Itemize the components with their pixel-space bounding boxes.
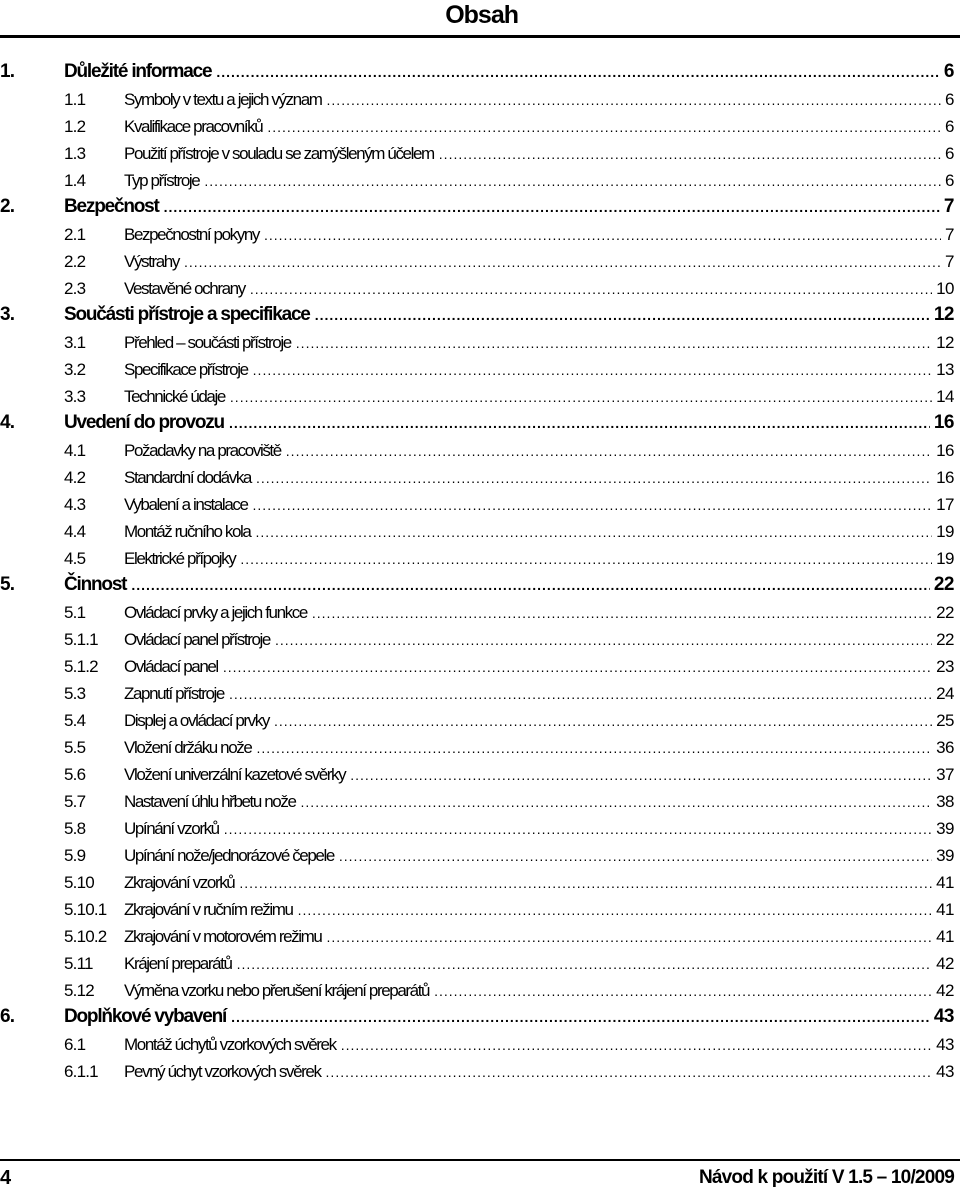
- toc-dot-leader: [229, 416, 930, 430]
- toc-entry: [124, 279, 954, 299]
- toc-entry: [124, 711, 954, 731]
- toc-entry-number: 2.2: [64, 252, 86, 271]
- toc-entry: [64, 61, 954, 83]
- toc-dot-leader: [339, 849, 932, 863]
- toc-entry-number: 5.7: [64, 792, 86, 811]
- toc-entry-title: Vybalení a instalace: [124, 495, 248, 514]
- page-title: Obsah: [445, 1, 518, 29]
- toc-dot-leader: [223, 660, 932, 674]
- toc-entry: [124, 792, 954, 812]
- toc-section-link[interactable]: [0, 140, 960, 167]
- toc-dot-leader: [231, 1010, 930, 1024]
- footer-page-number: 4: [0, 1167, 11, 1189]
- toc-entry-page: 14: [936, 387, 954, 406]
- toc-dot-leader: [240, 552, 932, 566]
- toc-entry-page: 6: [943, 61, 954, 82]
- toc-section-link[interactable]: [0, 329, 960, 356]
- toc-entry-number: 5.6: [64, 765, 86, 784]
- toc-dot-leader: [253, 498, 933, 512]
- toc-entry-title: Výměna vzorku nebo přerušení krájení preparátů: [124, 981, 430, 1000]
- toc-entry-page: 16: [933, 412, 954, 433]
- toc-chapter-link[interactable]: [0, 59, 960, 86]
- toc-entry: [124, 441, 954, 461]
- toc-entry-page: 7: [945, 225, 954, 244]
- toc-entry: [124, 819, 954, 839]
- toc-entry: [124, 954, 954, 974]
- toc-entry: [124, 333, 954, 353]
- toc-entry-page: 43: [933, 1006, 954, 1027]
- toc-dot-leader: [224, 822, 932, 836]
- toc-entry-page: 12: [933, 304, 954, 325]
- toc-section-link[interactable]: [0, 545, 960, 572]
- toc-entry-title: Ovládací panel přístroje: [124, 630, 270, 649]
- toc-entry-title: Zkrajování v motorovém režimu: [124, 927, 322, 946]
- toc-dot-leader: [326, 930, 932, 944]
- toc-entry-number: 5.9: [64, 846, 86, 865]
- toc-entry-title: Požadavky na pracoviště: [124, 441, 281, 460]
- toc-entry: [124, 765, 954, 785]
- toc-section-link[interactable]: [0, 680, 960, 707]
- toc-entry-title: Přehled – součásti přístroje: [124, 333, 291, 352]
- toc-dot-leader: [267, 120, 941, 134]
- toc-section-link[interactable]: [0, 653, 960, 680]
- toc-section-link[interactable]: [0, 923, 960, 950]
- toc-entry: [124, 360, 954, 380]
- page-header: [0, 0, 960, 44]
- toc-section-link[interactable]: [0, 1031, 960, 1058]
- toc-entry-title: Specifikace přístroje: [124, 360, 248, 379]
- toc-section-link[interactable]: [0, 788, 960, 815]
- toc-entry-title: Zapnutí přístroje: [124, 684, 224, 703]
- toc-entry-title: Montáž ručního kola: [124, 522, 251, 541]
- toc-entry-number: 5.1.1: [64, 630, 98, 649]
- toc-entry-page: 6: [945, 171, 954, 190]
- toc-entry: [124, 387, 954, 407]
- toc-entry-number: 1.: [0, 61, 15, 82]
- toc-entry-page: 6: [945, 117, 954, 136]
- footer-document-version: Návod k použití V 1.5 – 10/2009: [698, 1167, 954, 1188]
- toc-section-link[interactable]: [0, 761, 960, 788]
- toc-entry: [64, 304, 954, 326]
- toc-dot-leader: [274, 714, 932, 728]
- table-of-contents: [0, 59, 960, 1085]
- toc-section-link[interactable]: [0, 86, 960, 113]
- toc-entry: [64, 574, 954, 596]
- toc-dot-leader: [253, 363, 932, 377]
- header-divider: [0, 35, 960, 38]
- toc-entry: [124, 549, 954, 569]
- toc-entry-page: 13: [936, 360, 954, 379]
- toc-entry-page: 22: [936, 630, 954, 649]
- toc-entry-number: 3.1: [64, 333, 86, 352]
- toc-entry-title: Vestavěné ochrany: [124, 279, 245, 298]
- toc-entry: [124, 1062, 954, 1082]
- toc-entry: [124, 1035, 954, 1055]
- toc-dot-leader: [301, 795, 933, 809]
- toc-entry-page: 41: [936, 900, 954, 919]
- toc-entry: [124, 846, 954, 866]
- toc-dot-leader: [296, 336, 932, 350]
- toc-section-link[interactable]: [0, 464, 960, 491]
- toc-section-link[interactable]: [0, 815, 960, 842]
- toc-entry: [124, 468, 954, 488]
- toc-entry-page: 25: [936, 711, 954, 730]
- toc-dot-leader: [286, 444, 932, 458]
- toc-entry-number: 4.4: [64, 522, 86, 541]
- toc-entry: [64, 196, 954, 218]
- toc-section-link[interactable]: [0, 518, 960, 545]
- toc-entry: [124, 603, 954, 623]
- toc-entry-number: 1.1: [64, 90, 86, 109]
- toc-entry: [64, 412, 954, 434]
- toc-entry-page: 24: [936, 684, 954, 703]
- toc-entry-page: 16: [936, 441, 954, 460]
- toc-entry-title: Kvalifikace pracovníků: [124, 117, 263, 136]
- toc-section-link[interactable]: [0, 896, 960, 923]
- toc-entry-number: 3.2: [64, 360, 86, 379]
- toc-entry-number: 2.1: [64, 225, 86, 244]
- toc-entry-page: 16: [936, 468, 954, 487]
- toc-entry-page: 10: [936, 279, 954, 298]
- toc-entry-page: 42: [936, 954, 954, 973]
- toc-entry-number: 4.2: [64, 468, 86, 487]
- toc-dot-leader: [341, 1038, 932, 1052]
- toc-entry-title: Zkrajování vzorků: [124, 873, 235, 892]
- toc-dot-leader: [326, 1065, 933, 1079]
- toc-dot-leader: [264, 228, 941, 242]
- toc-entry-page: 7: [945, 252, 954, 271]
- toc-dot-leader: [216, 65, 940, 79]
- toc-dot-leader: [275, 633, 932, 647]
- toc-dot-leader: [350, 768, 932, 782]
- toc-section-link[interactable]: [0, 491, 960, 518]
- toc-entry: [124, 738, 954, 758]
- toc-entry-title: Krájení preparátů: [124, 954, 232, 973]
- toc-entry-page: 39: [936, 819, 954, 838]
- toc-entry-page: 38: [936, 792, 954, 811]
- toc-section-link[interactable]: [0, 167, 960, 194]
- toc-chapter-link[interactable]: [0, 410, 960, 437]
- toc-entry-number: 6.1: [64, 1035, 86, 1054]
- toc-section-link[interactable]: [0, 869, 960, 896]
- toc-entry-page: 6: [945, 144, 954, 163]
- toc-section-link[interactable]: [0, 221, 960, 248]
- toc-entry: [124, 171, 954, 191]
- toc-chapter-link[interactable]: [0, 194, 960, 221]
- toc-dot-leader: [250, 282, 932, 296]
- toc-section-link[interactable]: [0, 113, 960, 140]
- toc-entry: [124, 144, 954, 164]
- toc-entry-title: Vložení univerzální kazetové svěrky: [124, 765, 346, 784]
- toc-dot-leader: [434, 984, 932, 998]
- toc-entry: [124, 657, 954, 677]
- toc-dot-leader: [184, 255, 941, 269]
- toc-entry: [124, 684, 954, 704]
- toc-entry-page: 39: [936, 846, 954, 865]
- toc-entry-title: Činnost: [64, 574, 127, 595]
- toc-entry-title: Montáž úchytů vzorkových svěrek: [124, 1035, 336, 1054]
- toc-section-link[interactable]: [0, 842, 960, 869]
- toc-entry: [124, 873, 954, 893]
- toc-dot-leader: [229, 687, 932, 701]
- toc-section-link[interactable]: [0, 707, 960, 734]
- toc-chapter-link[interactable]: [0, 572, 960, 599]
- toc-entry: [124, 252, 954, 272]
- toc-chapter-link[interactable]: [0, 1004, 960, 1031]
- toc-entry: [124, 900, 954, 920]
- toc-entry-title: Ovládací panel: [124, 657, 218, 676]
- toc-entry-title: Nastavení úhlu hřbetu nože: [124, 792, 296, 811]
- toc-entry-number: 5.12: [64, 981, 94, 1000]
- toc-entry-title: Důležité informace: [64, 61, 212, 82]
- toc-section-link[interactable]: [0, 977, 960, 1004]
- toc-dot-leader: [327, 93, 942, 107]
- toc-entry-number: 5.1: [64, 603, 86, 622]
- toc-entry-number: 5.10.1: [64, 900, 107, 919]
- toc-dot-leader: [256, 741, 932, 755]
- toc-entry-page: 37: [936, 765, 954, 784]
- toc-entry-number: 5.3: [64, 684, 86, 703]
- toc-section-link[interactable]: [0, 1058, 960, 1085]
- toc-entry-number: 4.: [0, 412, 15, 433]
- toc-dot-leader: [164, 200, 940, 214]
- toc-entry-page: 43: [936, 1062, 954, 1081]
- toc-dot-leader: [237, 957, 933, 971]
- toc-entry-number: 5.4: [64, 711, 86, 730]
- toc-entry-page: 22: [933, 574, 954, 595]
- toc-entry-page: 17: [936, 495, 954, 514]
- toc-entry-title: Doplňkové vybavení: [64, 1006, 227, 1027]
- toc-chapter-link[interactable]: [0, 302, 960, 329]
- toc-entry-title: Typ přístroje: [124, 171, 200, 190]
- toc-entry-number: 4.3: [64, 495, 86, 514]
- toc-entry-number: 1.4: [64, 171, 86, 190]
- toc-dot-leader: [230, 390, 932, 404]
- toc-entry-number: 6.: [0, 1006, 15, 1027]
- toc-entry: [124, 630, 954, 650]
- toc-entry-page: 43: [936, 1035, 954, 1054]
- footer-divider: [0, 1159, 960, 1161]
- toc-entry: [64, 1006, 954, 1028]
- toc-entry-page: 41: [936, 927, 954, 946]
- toc-dot-leader: [439, 147, 941, 161]
- toc-entry-page: 36: [936, 738, 954, 757]
- toc-entry-number: 4.5: [64, 549, 86, 568]
- toc-section-link[interactable]: [0, 383, 960, 410]
- toc-dot-leader: [255, 525, 932, 539]
- toc-entry-page: 42: [936, 981, 954, 1000]
- toc-entry: [124, 117, 954, 137]
- toc-dot-leader: [131, 578, 930, 592]
- toc-section-link[interactable]: [0, 437, 960, 464]
- toc-section-link[interactable]: [0, 734, 960, 761]
- toc-entry-title: Symboly v textu a jejich význam: [124, 90, 322, 109]
- toc-entry-title: Bezpečnostní pokyny: [124, 225, 259, 244]
- toc-entry-number: 5.1.2: [64, 657, 98, 676]
- toc-entry-title: Pevný úchyt vzorkových svěrek: [124, 1062, 321, 1081]
- toc-entry: [124, 927, 954, 947]
- toc-entry: [124, 225, 954, 245]
- toc-dot-leader: [256, 471, 932, 485]
- toc-entry-number: 5.8: [64, 819, 86, 838]
- toc-entry-page: 41: [936, 873, 954, 892]
- toc-entry-title: Technické údaje: [124, 387, 225, 406]
- toc-entry-page: 22: [936, 603, 954, 622]
- toc-entry-title: Ovládací prvky a jejich funkce: [124, 603, 307, 622]
- toc-section-link[interactable]: [0, 248, 960, 275]
- toc-entry-title: Uvedení do provozu: [64, 412, 224, 433]
- toc-entry-title: Elektrické přípojky: [124, 549, 236, 568]
- toc-entry-title: Součásti přístroje a specifikace: [64, 304, 310, 325]
- toc-entry-title: Standardní dodávka: [124, 468, 251, 487]
- toc-entry-number: 3.3: [64, 387, 86, 406]
- toc-section-link[interactable]: [0, 950, 960, 977]
- toc-entry-number: 6.1.1: [64, 1062, 98, 1081]
- toc-entry: [124, 495, 954, 515]
- toc-entry-title: Upínání nože/jednorázové čepele: [124, 846, 334, 865]
- toc-entry-title: Displej a ovládací prvky: [124, 711, 269, 730]
- toc-entry-title: Upínání vzorků: [124, 819, 219, 838]
- toc-entry-number: 2.: [0, 196, 15, 217]
- toc-entry-page: 19: [936, 522, 954, 541]
- toc-entry-title: Výstrahy: [124, 252, 179, 271]
- toc-section-link[interactable]: [0, 599, 960, 626]
- toc-entry-number: 3.: [0, 304, 15, 325]
- toc-entry-title: Bezpečnost: [64, 196, 159, 217]
- toc-entry-page: 23: [936, 657, 954, 676]
- toc-entry-number: 1.3: [64, 144, 86, 163]
- toc-entry-page: 12: [936, 333, 954, 352]
- toc-entry-number: 2.3: [64, 279, 86, 298]
- toc-entry-number: 5.11: [64, 954, 93, 973]
- toc-dot-leader: [204, 174, 941, 188]
- toc-entry-number: 5.5: [64, 738, 86, 757]
- toc-dot-leader: [298, 903, 932, 917]
- toc-entry: [124, 981, 954, 1001]
- toc-entry-page: 6: [945, 90, 954, 109]
- toc-entry-number: 5.10: [64, 873, 94, 892]
- toc-entry: [124, 90, 954, 110]
- toc-entry-number: 5.10.2: [64, 927, 107, 946]
- toc-entry-number: 1.2: [64, 117, 86, 136]
- toc-entry-page: 19: [936, 549, 954, 568]
- toc-entry: [124, 522, 954, 542]
- toc-entry-number: 5.: [0, 574, 15, 595]
- toc-entry-number: 4.1: [64, 441, 86, 460]
- toc-dot-leader: [312, 606, 932, 620]
- toc-dot-leader: [315, 308, 930, 322]
- toc-section-link[interactable]: [0, 275, 960, 302]
- toc-section-link[interactable]: [0, 356, 960, 383]
- toc-section-link[interactable]: [0, 626, 960, 653]
- toc-entry-title: Vložení držáku nože: [124, 738, 252, 757]
- toc-entry-page: 7: [943, 196, 954, 217]
- toc-dot-leader: [239, 876, 932, 890]
- toc-entry-title: Zkrajování v ručním režimu: [124, 900, 293, 919]
- page-footer: [0, 1159, 960, 1197]
- toc-entry-title: Použití přístroje v souladu se zamýšleným účelem: [124, 144, 434, 163]
